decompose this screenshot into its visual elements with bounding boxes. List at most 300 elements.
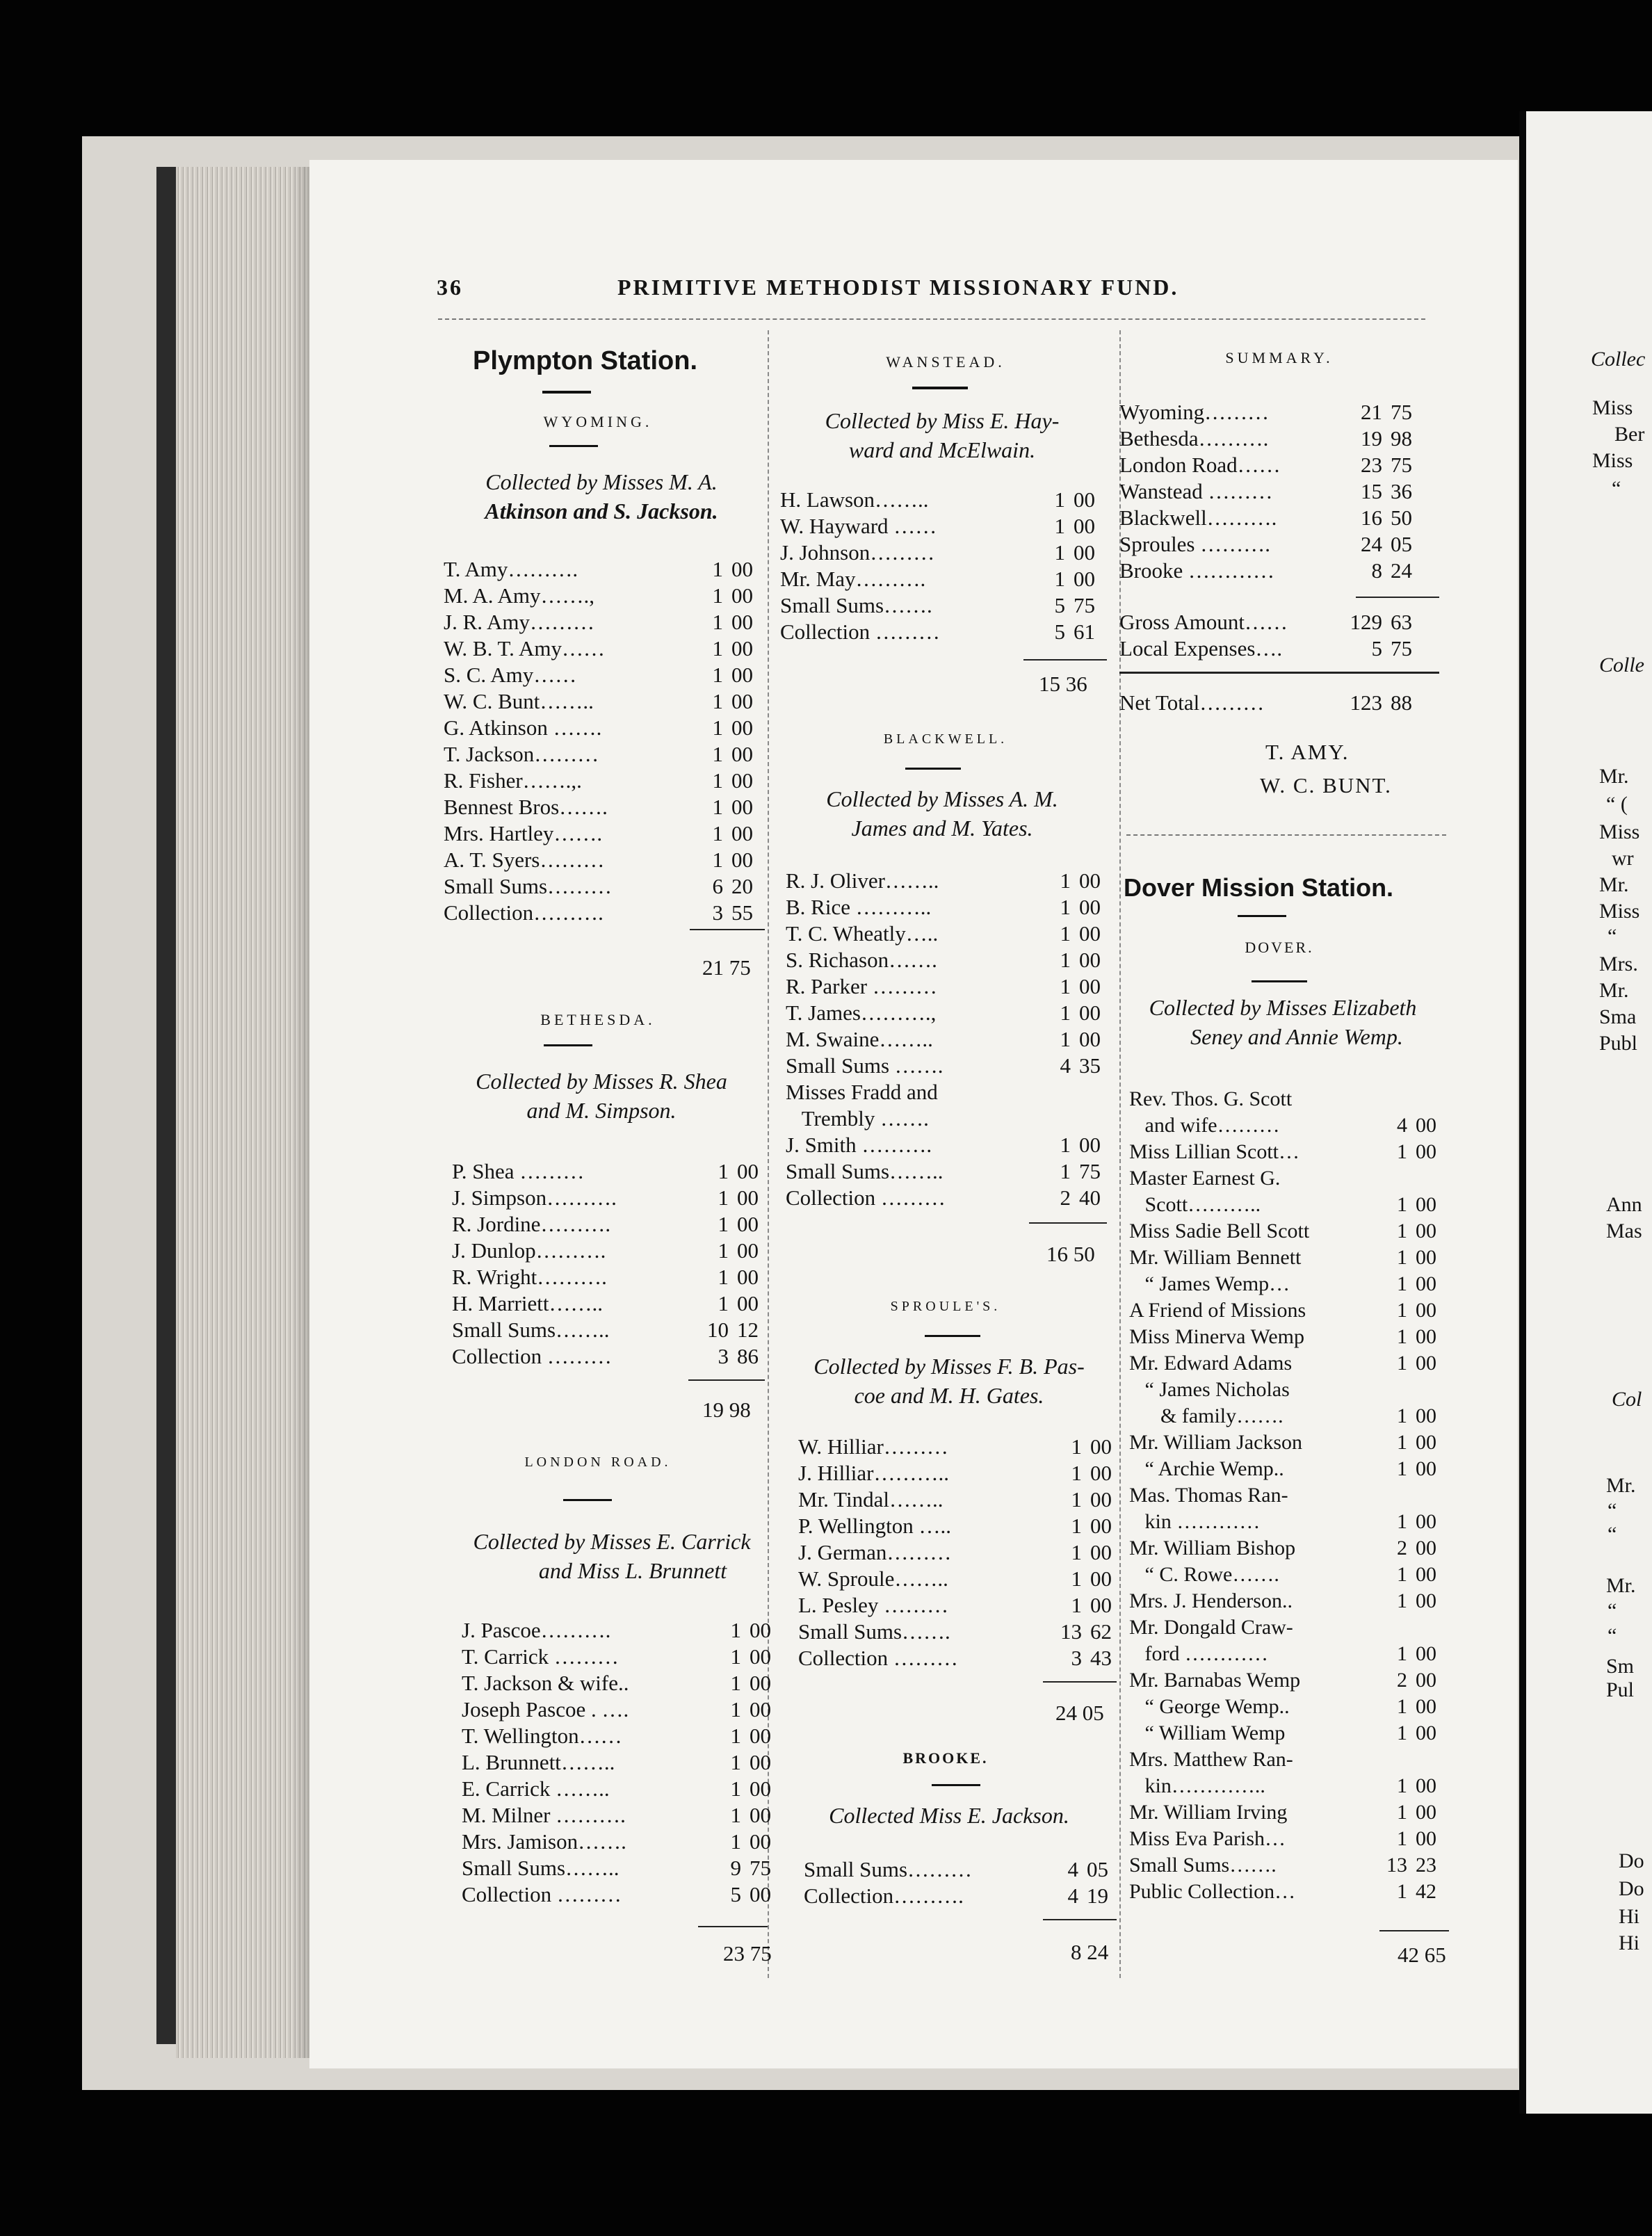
entry-row [798,1645,1118,1671]
entry-name: Bennest Bros……. [444,795,608,819]
entry-cents: 00 [1416,1721,1436,1744]
entry-name: Sproules ………. [1119,532,1270,556]
entry-row [444,741,763,768]
entry-row [1129,1535,1449,1562]
entry-cents: 00 [737,1212,759,1236]
entry-cents: 23 [1416,1854,1436,1877]
entry-row [786,868,1112,894]
brooke-heading: BROOKE. [902,1749,989,1767]
entry-name: R. J. Oliver…….. [786,868,939,893]
entry-dollars: 1 [1397,1193,1407,1216]
entry-dollars: 1 [718,1212,729,1236]
entry-cents: 00 [1090,1514,1112,1538]
entry-row [452,1158,765,1185]
entry-dollars: 1 [1060,1027,1071,1051]
entry-row [444,873,763,900]
entry-cents: 00 [731,663,753,687]
entry-cents: 00 [1416,1537,1436,1559]
entry-name: P. Shea ……… [452,1159,585,1183]
entry-row [780,566,1107,592]
summary-rule [1356,597,1439,598]
entry-cents: 00 [750,1724,771,1748]
entry-row [1129,1852,1449,1879]
entry-cents: 00 [750,1671,771,1695]
entry-name: A. T. Syers……… [444,848,605,872]
entry-cents: 00 [1416,1352,1436,1375]
bethesda-heading: BETHESDA. [540,1011,656,1028]
entry-name: Miss Lillian Scott… [1129,1140,1300,1163]
entry-row [1129,1218,1449,1245]
entry-cents: 62 [1090,1619,1112,1644]
entry-name: Mr. William Jackson [1129,1431,1303,1454]
entry-row [798,1592,1118,1619]
entry-cents: 42 [1416,1880,1436,1903]
title-rule [1238,915,1286,917]
facing-page-fragment: Colle [1599,654,1644,677]
entry-dollars: 1 [1071,1487,1082,1512]
facing-page-fragment: Col [1612,1388,1642,1411]
entry-dollars: 1 [718,1265,729,1289]
entry-row [798,1539,1118,1566]
entry-name: kin ………… [1129,1510,1261,1533]
sproules-entries [798,1434,1118,1671]
entry-dollars: 1 [1397,1827,1407,1850]
entry-name: J. Pascoe………. [462,1618,611,1642]
entry-cents: 00 [731,610,753,634]
entry-dollars: 13 [1060,1619,1082,1644]
entry-name: Small Sums…….. [462,1856,620,1880]
summary-totals [1119,609,1446,662]
facing-page-fragment: Miss [1592,449,1633,472]
entry-row [780,513,1107,540]
entry-name: T. C. Wheatly….. [786,921,939,946]
entry-name: “ James Wemp… [1129,1272,1290,1295]
entry-row [462,1696,775,1723]
entry-cents: 00 [1416,1431,1436,1454]
entry-name: T. Jackson……… [444,742,599,766]
entry-row [1129,1350,1449,1377]
collector-line: Collected by Misses M. A. [485,469,718,494]
wyoming-entries [444,556,763,926]
entry-row [462,1881,775,1908]
summary-label: Net Total……… [1119,690,1265,715]
facing-page-fragment: Hi [1619,1905,1639,1928]
entry-cents: 00 [731,768,753,793]
entry-row [1129,1773,1449,1799]
entry-dollars: 2 [1060,1185,1071,1210]
entry-dollars: 1 [1397,1563,1407,1586]
entry-cents: 00 [750,1882,771,1906]
entry-row [462,1644,775,1670]
entry-cents: 00 [1416,1563,1436,1586]
entry-dollars: 1 [1397,1510,1407,1533]
facing-page-fragment: Miss [1592,396,1633,419]
entry-name: Misses Fradd and [786,1080,938,1104]
signature-line: T. AMY. [1265,740,1350,764]
entry-row [1129,1086,1449,1112]
summary-label: Gross Amount…… [1119,610,1288,634]
wyoming-collector [438,467,765,526]
entry-dollars: 4 [1060,1053,1071,1078]
bethesda-entries [452,1158,765,1370]
entry-dollars: 1 [1071,1434,1082,1459]
entry-name: Master Earnest G. [1129,1167,1281,1190]
entry-name: Mr. May………. [780,567,926,591]
entry-dollars: 1 [1397,1299,1407,1322]
wanstead-entries [780,487,1107,645]
entry-cents: 00 [1079,868,1101,893]
entry-dollars: 1 [1397,1140,1407,1163]
total-rule [1043,1919,1117,1920]
entry-name: R. Jordine………. [452,1212,611,1236]
entry-dollars: 1 [730,1671,741,1695]
entry-dollars: 1 [1397,1801,1407,1824]
entry-cents: 00 [731,848,753,872]
collector-line: Collected by Misses E. Carrick [473,1529,751,1554]
entry-row [1119,452,1446,478]
entry-row [452,1211,765,1238]
entry-dollars: 1 [712,663,723,687]
summary-row [1119,635,1446,662]
entry-dollars: 1 [1397,1431,1407,1454]
entry-dollars: 1 [730,1724,741,1748]
entry-name: Miss Eva Parish… [1129,1827,1286,1850]
wyoming-heading: WYOMING. [543,413,653,430]
entry-name: London Road…… [1119,453,1281,477]
dover-station-title: Dover Mission Station. [1124,873,1394,902]
total-rule [690,929,765,930]
entry-row [786,1185,1112,1211]
entry-cents: 00 [731,715,753,740]
entry-row [798,1619,1118,1645]
entry-cents: 24 [1391,558,1412,583]
entry-row [1129,1641,1449,1667]
entry-dollars: 1 [1060,1159,1071,1183]
entry-dollars: 2 [1397,1537,1407,1559]
dover-entries [1129,1086,1449,1905]
entry-name: W. Hilliar……… [798,1434,948,1459]
entry-name: Rev. Thos. G. Scott [1129,1087,1293,1110]
collector-line: Collected by Misses F. B. Pas- [813,1354,1085,1379]
entry-cents: 00 [1416,1642,1436,1665]
entry-row [1129,1377,1449,1403]
entry-cents: 00 [1416,1801,1436,1824]
entry-cents: 00 [731,583,753,608]
entry-row [462,1617,775,1644]
collector-line: Collected Miss E. Jackson. [829,1803,1069,1828]
entry-cents: 00 [1416,1325,1436,1348]
entry-row [786,1000,1112,1026]
entry-name: Small Sums……. [780,593,932,617]
entry-row [1119,558,1446,584]
summary-dollars: 129 [1350,610,1382,634]
entry-row [452,1185,765,1211]
entry-cents: 00 [1090,1540,1112,1564]
entry-row [798,1460,1118,1486]
entry-row [1119,399,1446,426]
entry-dollars: 1 [1397,1457,1407,1480]
entry-row [462,1723,775,1749]
entry-name: L. Pesley ……… [798,1593,949,1617]
facing-page-fragment: Ber [1614,423,1645,446]
entry-name: Mrs. Matthew Ran- [1129,1748,1293,1771]
facing-page-fragment: Hi [1619,1931,1639,1954]
facing-page-fragment: “ [1612,477,1621,500]
entry-name: Mrs. Hartley……. [444,821,603,845]
entry-dollars: 1 [712,821,723,845]
heading-rule [563,1499,612,1501]
entry-dollars: 3 [718,1344,729,1368]
entry-cents: 00 [1416,1193,1436,1216]
entry-dollars: 1 [1071,1566,1082,1591]
heading-rule [544,1044,592,1046]
entry-dollars: 1 [1060,921,1071,946]
entry-cents: 00 [737,1291,759,1315]
entry-dollars: 1 [1397,1721,1407,1744]
entry-name: “ William Wemp [1129,1721,1286,1744]
entry-row [780,540,1107,566]
entry-name: J. Dunlop………. [452,1238,606,1263]
entry-dollars: 1 [718,1238,729,1263]
entry-cents: 75 [1074,593,1095,617]
entry-row [1129,1429,1449,1456]
total-rule [688,1379,765,1381]
entry-dollars: 1 [718,1185,729,1210]
entry-name: R. Parker ……… [786,974,937,998]
entry-row [780,592,1107,619]
entry-row [1129,1297,1449,1324]
entry-name: T. Jackson & wife.. [462,1671,629,1695]
entry-name: Mr. Tindal…….. [798,1487,944,1512]
wanstead-heading: WANSTEAD. [886,353,1005,371]
facing-page-fragment: Mrs. [1599,953,1638,975]
entry-cents: 00 [737,1185,759,1210]
summary-row [1119,609,1446,635]
entry-cents: 00 [737,1159,759,1183]
entry-row [444,715,763,741]
entry-cents: 00 [1416,1669,1436,1692]
entry-dollars: 1 [1071,1461,1082,1485]
summary-heading: SUMMARY. [1225,349,1334,366]
summary-net [1119,690,1446,716]
dover-total: 42 65 [1398,1943,1446,1967]
entry-cents: 75 [1391,453,1412,477]
entry-row [798,1434,1118,1460]
facing-page-fragment: Miss [1599,820,1640,843]
entry-row [444,768,763,794]
section-rule [1126,834,1446,836]
entry-row [1129,1245,1449,1271]
entry-cents: 00 [1090,1487,1112,1512]
brooke-total: 8 24 [1071,1940,1109,1964]
entry-row [444,688,763,715]
dover-heading: DOVER. [1245,939,1314,956]
entry-dollars: 8 [1371,558,1382,583]
entry-dollars: 1 [718,1291,729,1315]
entry-cents: 00 [1090,1593,1112,1617]
entry-row [780,487,1107,513]
entry-dollars: 19 [1361,426,1382,451]
collector-line: Collected by Misses A. M. [826,786,1058,811]
entry-row [786,1026,1112,1053]
entry-cents: 00 [750,1803,771,1827]
entry-dollars: 1 [730,1697,741,1721]
entry-name: “ C. Rowe……. [1129,1563,1279,1586]
entry-dollars: 1 [730,1803,741,1827]
entry-row [462,1776,775,1802]
facing-page-fragment: “ [1608,925,1617,948]
summary-dollars: 123 [1350,690,1382,715]
entry-row [1129,1747,1449,1773]
entry-name: Mr. William Bennett [1129,1246,1302,1269]
entry-cents: 00 [731,689,753,713]
entry-cents: 00 [750,1697,771,1721]
collector-line: James and M. Yates. [851,816,1033,841]
entry-row [786,1132,1112,1158]
entry-name: Miss Minerva Wemp [1129,1325,1305,1348]
entry-name: Small Sums……. [1129,1854,1277,1877]
entry-row [444,794,763,820]
entry-name: J. German……… [798,1540,952,1564]
entry-cents: 00 [1090,1566,1112,1591]
entry-name: Joseph Pascoe . …. [462,1697,629,1721]
entry-cents: 05 [1087,1857,1108,1881]
entry-name: T. James………., [786,1000,937,1025]
entry-cents: 00 [737,1238,759,1263]
entry-row [444,820,763,847]
entry-cents: 20 [731,874,753,898]
entry-dollars: 5 [1054,619,1065,644]
entry-row [1129,1403,1449,1429]
entry-row [1129,1720,1449,1747]
entry-dollars: 1 [1054,540,1065,565]
entry-dollars: 13 [1386,1854,1407,1877]
london-road-entries [462,1617,775,1908]
entry-cents: 00 [1416,1114,1436,1137]
entry-row [1129,1614,1449,1641]
entry-name: Scott……….. [1129,1193,1261,1216]
entry-name: W. C. Bunt…….. [444,689,594,713]
entry-row [444,847,763,873]
entry-cents: 00 [750,1829,771,1854]
entry-dollars: 1 [712,848,723,872]
entry-cents: 00 [1416,1246,1436,1269]
entry-row [1119,426,1446,452]
brooke-collector [786,1801,1112,1830]
collector-line: and Miss L. Brunnett [538,1558,727,1583]
entry-row [1129,1667,1449,1694]
entry-name: & family……. [1129,1404,1283,1427]
entry-dollars: 4 [1067,1883,1078,1908]
entry-row [444,583,763,609]
entry-name: “ James Nicholas [1129,1378,1290,1401]
entry-dollars: 15 [1361,479,1382,503]
entry-name: Mr. Edward Adams [1129,1352,1293,1375]
entry-dollars: 4 [1067,1857,1078,1881]
entry-dollars: 1 [718,1159,729,1183]
entry-dollars: 1 [730,1829,741,1854]
entry-name: Blackwell………. [1119,505,1277,530]
entry-row [786,1158,1112,1185]
facing-page-fragment: Mr. [1599,873,1629,896]
london-road-heading: LONDON ROAD. [524,1455,672,1470]
london-road-total: 23 75 [723,1941,772,1966]
entry-dollars: 23 [1361,453,1382,477]
summary-rule [1119,672,1439,674]
entry-dollars: 1 [1397,1404,1407,1427]
total-rule [1029,1222,1107,1224]
facing-page-fragment: Mr. [1606,1474,1636,1497]
entry-row [1129,1562,1449,1588]
entry-row [452,1238,765,1264]
entry-dollars: 3 [1071,1646,1082,1670]
entry-row [444,609,763,635]
entry-dollars: 9 [730,1856,741,1880]
entry-cents: 00 [750,1776,771,1801]
entry-cents: 00 [1416,1695,1436,1718]
entry-name: W. Sproule…….. [798,1566,948,1591]
entry-dollars: 1 [1071,1540,1082,1564]
heading-rule [905,768,961,770]
entry-dollars: 21 [1361,400,1382,424]
facing-page-fragment: wr [1612,847,1634,870]
entry-name: J. Johnson……… [780,540,935,565]
entry-dollars: 1 [1071,1514,1082,1538]
entry-name: Wanstead ……… [1119,479,1273,503]
entry-dollars: 1 [1397,1880,1407,1903]
entry-dollars: 1 [730,1750,741,1774]
entry-dollars: 3 [712,900,723,925]
entry-row [444,662,763,688]
signature-line: W. C. BUNT. [1260,773,1392,797]
facing-page-fragment: Pul [1606,1678,1635,1701]
entry-name: Small Sums……. [798,1619,950,1644]
entry-name: R. Wright………. [452,1265,607,1289]
entry-row [462,1749,775,1776]
entry-cents: 43 [1090,1646,1112,1670]
heading-rule [1252,980,1307,982]
entry-cents: 35 [1079,1053,1101,1078]
entry-row [1129,1826,1449,1852]
total-rule [698,1926,768,1927]
entry-cents: 00 [1090,1434,1112,1459]
facing-page-fragment: Miss [1599,900,1640,923]
entry-dollars: 1 [1060,1000,1071,1025]
entry-dollars: 1 [1397,1272,1407,1295]
entry-name: J. Simpson………. [452,1185,617,1210]
entry-row [1119,505,1446,531]
entry-cents: 00 [750,1750,771,1774]
entry-dollars: 1 [730,1618,741,1642]
facing-page-fragment: Collec [1591,348,1646,371]
entry-name: Mr. Dongald Craw- [1129,1616,1293,1639]
facing-page-fragment: Publ [1599,1032,1638,1055]
entry-cents: 00 [1074,514,1095,538]
entry-dollars: 1 [1397,1220,1407,1242]
entry-dollars: 5 [1054,593,1065,617]
entry-name: H. Lawson…….. [780,487,929,512]
entry-name: Wyoming……… [1119,400,1270,424]
entry-cents: 75 [1391,400,1412,424]
facing-page-fragment: Sma [1599,1005,1637,1028]
entry-dollars: 1 [1397,1352,1407,1375]
facing-page-fragment: Do [1619,1877,1644,1900]
entry-cents: 00 [731,636,753,661]
entry-cents: 00 [750,1618,771,1642]
summary-cents: 88 [1391,690,1412,715]
entry-name: R. Fisher…….,. [444,768,582,793]
entry-name: Collection ……… [462,1882,622,1906]
